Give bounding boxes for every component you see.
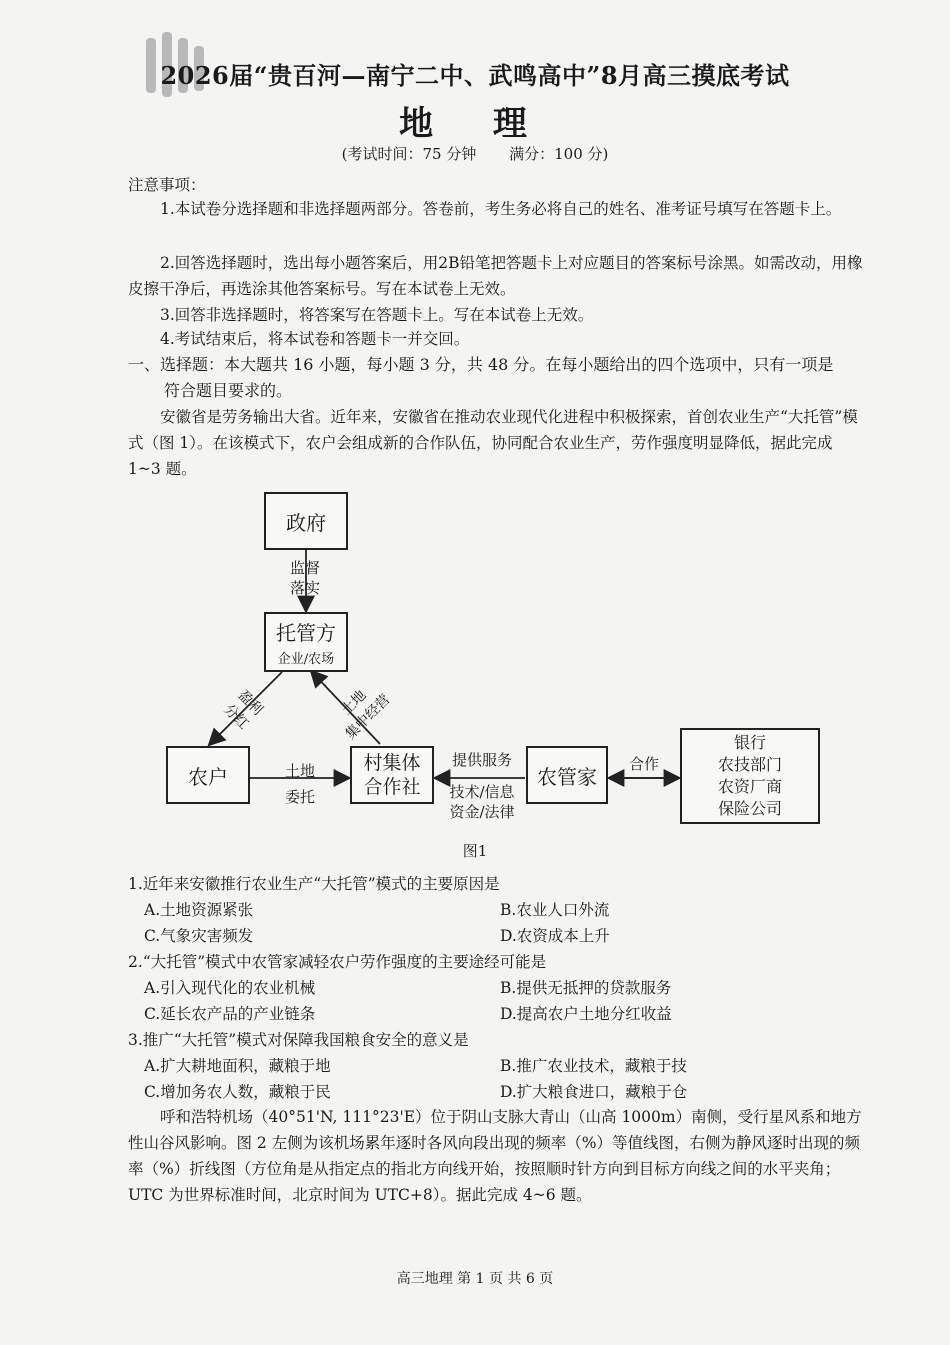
question-3-option-d[interactable]: D.扩大粮食进口，藏粮于仓: [500, 1083, 688, 1101]
partners-label: 银行 农技部门 农资厂商 保险公司: [717, 733, 782, 818]
gov-box: [264, 492, 348, 550]
exam-score: 满分：100 分): [509, 145, 609, 163]
question-2-option-c[interactable]: C.延长农产品的产业链条: [144, 1005, 316, 1023]
trustee-box: [264, 612, 348, 672]
question-2-stem: 2.“大托管”模式中农管家减轻农户劳作强度的主要途经可能是: [128, 953, 547, 971]
question-3-option-a[interactable]: A.扩大耕地面积，藏粮于地: [144, 1057, 331, 1075]
question-3-option-c[interactable]: C.增加务农人数，藏粮于民: [144, 1083, 331, 1101]
notes-title: 注意事项：: [128, 176, 206, 194]
trustee-sub-label: 企业/农场: [277, 652, 335, 667]
exam-time: (考试时间：75 分钟: [341, 145, 477, 163]
passage-2: 呼和浩特机场（40°51'N, 111°23'E）位于阴山支脉大青山（山高 1000m）南侧，受行星风系和地方性山谷风影响。图 2 左侧为该机场累年逐时各风向段出现的频率（%）等值线图，右侧为静风逐时出现的频率（%）折线图（方位角是从指定点的指北方向线开始，按照顺时针方向到目标方向线之间的水平夹角；UTC 为世界标准时间，北京时间为 UTC+8）。据此完成 4~6 题。: [128, 1108, 862, 1204]
subject-title: 地 理: [399, 104, 551, 144]
land-entrust-label: 土地 委托: [284, 762, 315, 806]
question-1-option-a[interactable]: A.土地资源紧张: [144, 901, 254, 919]
intro-passage: 安徽省是劳务输出大省。近年来，安徽省在推动农业现代化进程中积极探索，首创农业生产“大托管”模式（图 1）。在该模式下，农户会组成新的合作队伍，协同配合农业生产，劳作强度明显降低，据此完成 1~3 题。: [128, 408, 858, 478]
page-footer: 高三地理 第 1 页 共 6 页: [396, 1271, 554, 1287]
trustee-label: 托管方: [276, 621, 336, 645]
tech-label: 技术/信息 资金/法律: [449, 783, 515, 821]
farmer-box: [166, 746, 250, 804]
land-concentrate-label: 土地 集中经营: [338, 687, 394, 743]
gov-label: 政府: [286, 510, 326, 535]
question-1-stem: 1.近年来安徽推行农业生产“大托管”模式的主要原因是: [128, 875, 500, 893]
question-3-option-b[interactable]: B.推广农业技术，藏粮于技: [500, 1057, 687, 1075]
question-2-option-a[interactable]: A.引入现代化的农业机械: [144, 979, 316, 997]
question-2-option-b[interactable]: B.提供无抵押的贷款服务: [500, 979, 672, 997]
question-1-option-c[interactable]: C.气象灾害频发: [144, 927, 254, 945]
profit-label: 盈利 分红: [220, 687, 266, 733]
note-item: 4.考试结束后，将本试卷和答题卡一并交回。: [160, 330, 470, 348]
supervise-label: 监督 落实: [289, 559, 320, 597]
exam-title: 2026届“贵百河—南宁二中、武鸣高中”8月高三摸底考试: [160, 61, 790, 90]
agent-box: [526, 746, 608, 804]
note-item: 2.回答选择题时，选出每小题答案后，用2B铅笔把答题卡上对应题目的答案标号涂黑。如需改动，用橡皮擦干净后，再选涂其他答案标号。写在本试卷上无效。: [128, 254, 863, 298]
partners-box: [680, 728, 820, 824]
note-item: 3.回答非选择题时，将答案写在答题卡上。写在本试卷上无效。: [160, 306, 594, 324]
question-3-stem: 3.推广“大托管”模式对保障我国粮食安全的意义是: [128, 1031, 469, 1049]
cooperate-label: 合作: [628, 755, 659, 773]
section-heading-cont: 符合题目要求的。: [164, 381, 293, 400]
agent-label: 农管家: [537, 764, 597, 789]
question-1-option-d[interactable]: D.农资成本上升: [500, 927, 610, 945]
coop-box: [350, 746, 434, 804]
farmer-label: 农户: [188, 764, 228, 789]
question-1-option-b[interactable]: B.农业人口外流: [500, 901, 610, 919]
coop-label: 村集体 合作社: [363, 752, 421, 798]
note-item: 1.本试卷分选择题和非选择题两部分。答卷前，考生务必将自己的姓名、准考证号填写在答题卡上。: [160, 200, 842, 218]
question-2-option-d[interactable]: D.提高农户土地分红收益: [500, 1005, 672, 1023]
section-heading-text: 一、选择题：本大题共 16 小题，每小题 3 分，共 48 分。在每小题给出的四个选项中，只有一项是: [128, 355, 834, 374]
figure1-caption: 图1: [462, 842, 488, 860]
service-label: 提供服务: [451, 751, 512, 769]
